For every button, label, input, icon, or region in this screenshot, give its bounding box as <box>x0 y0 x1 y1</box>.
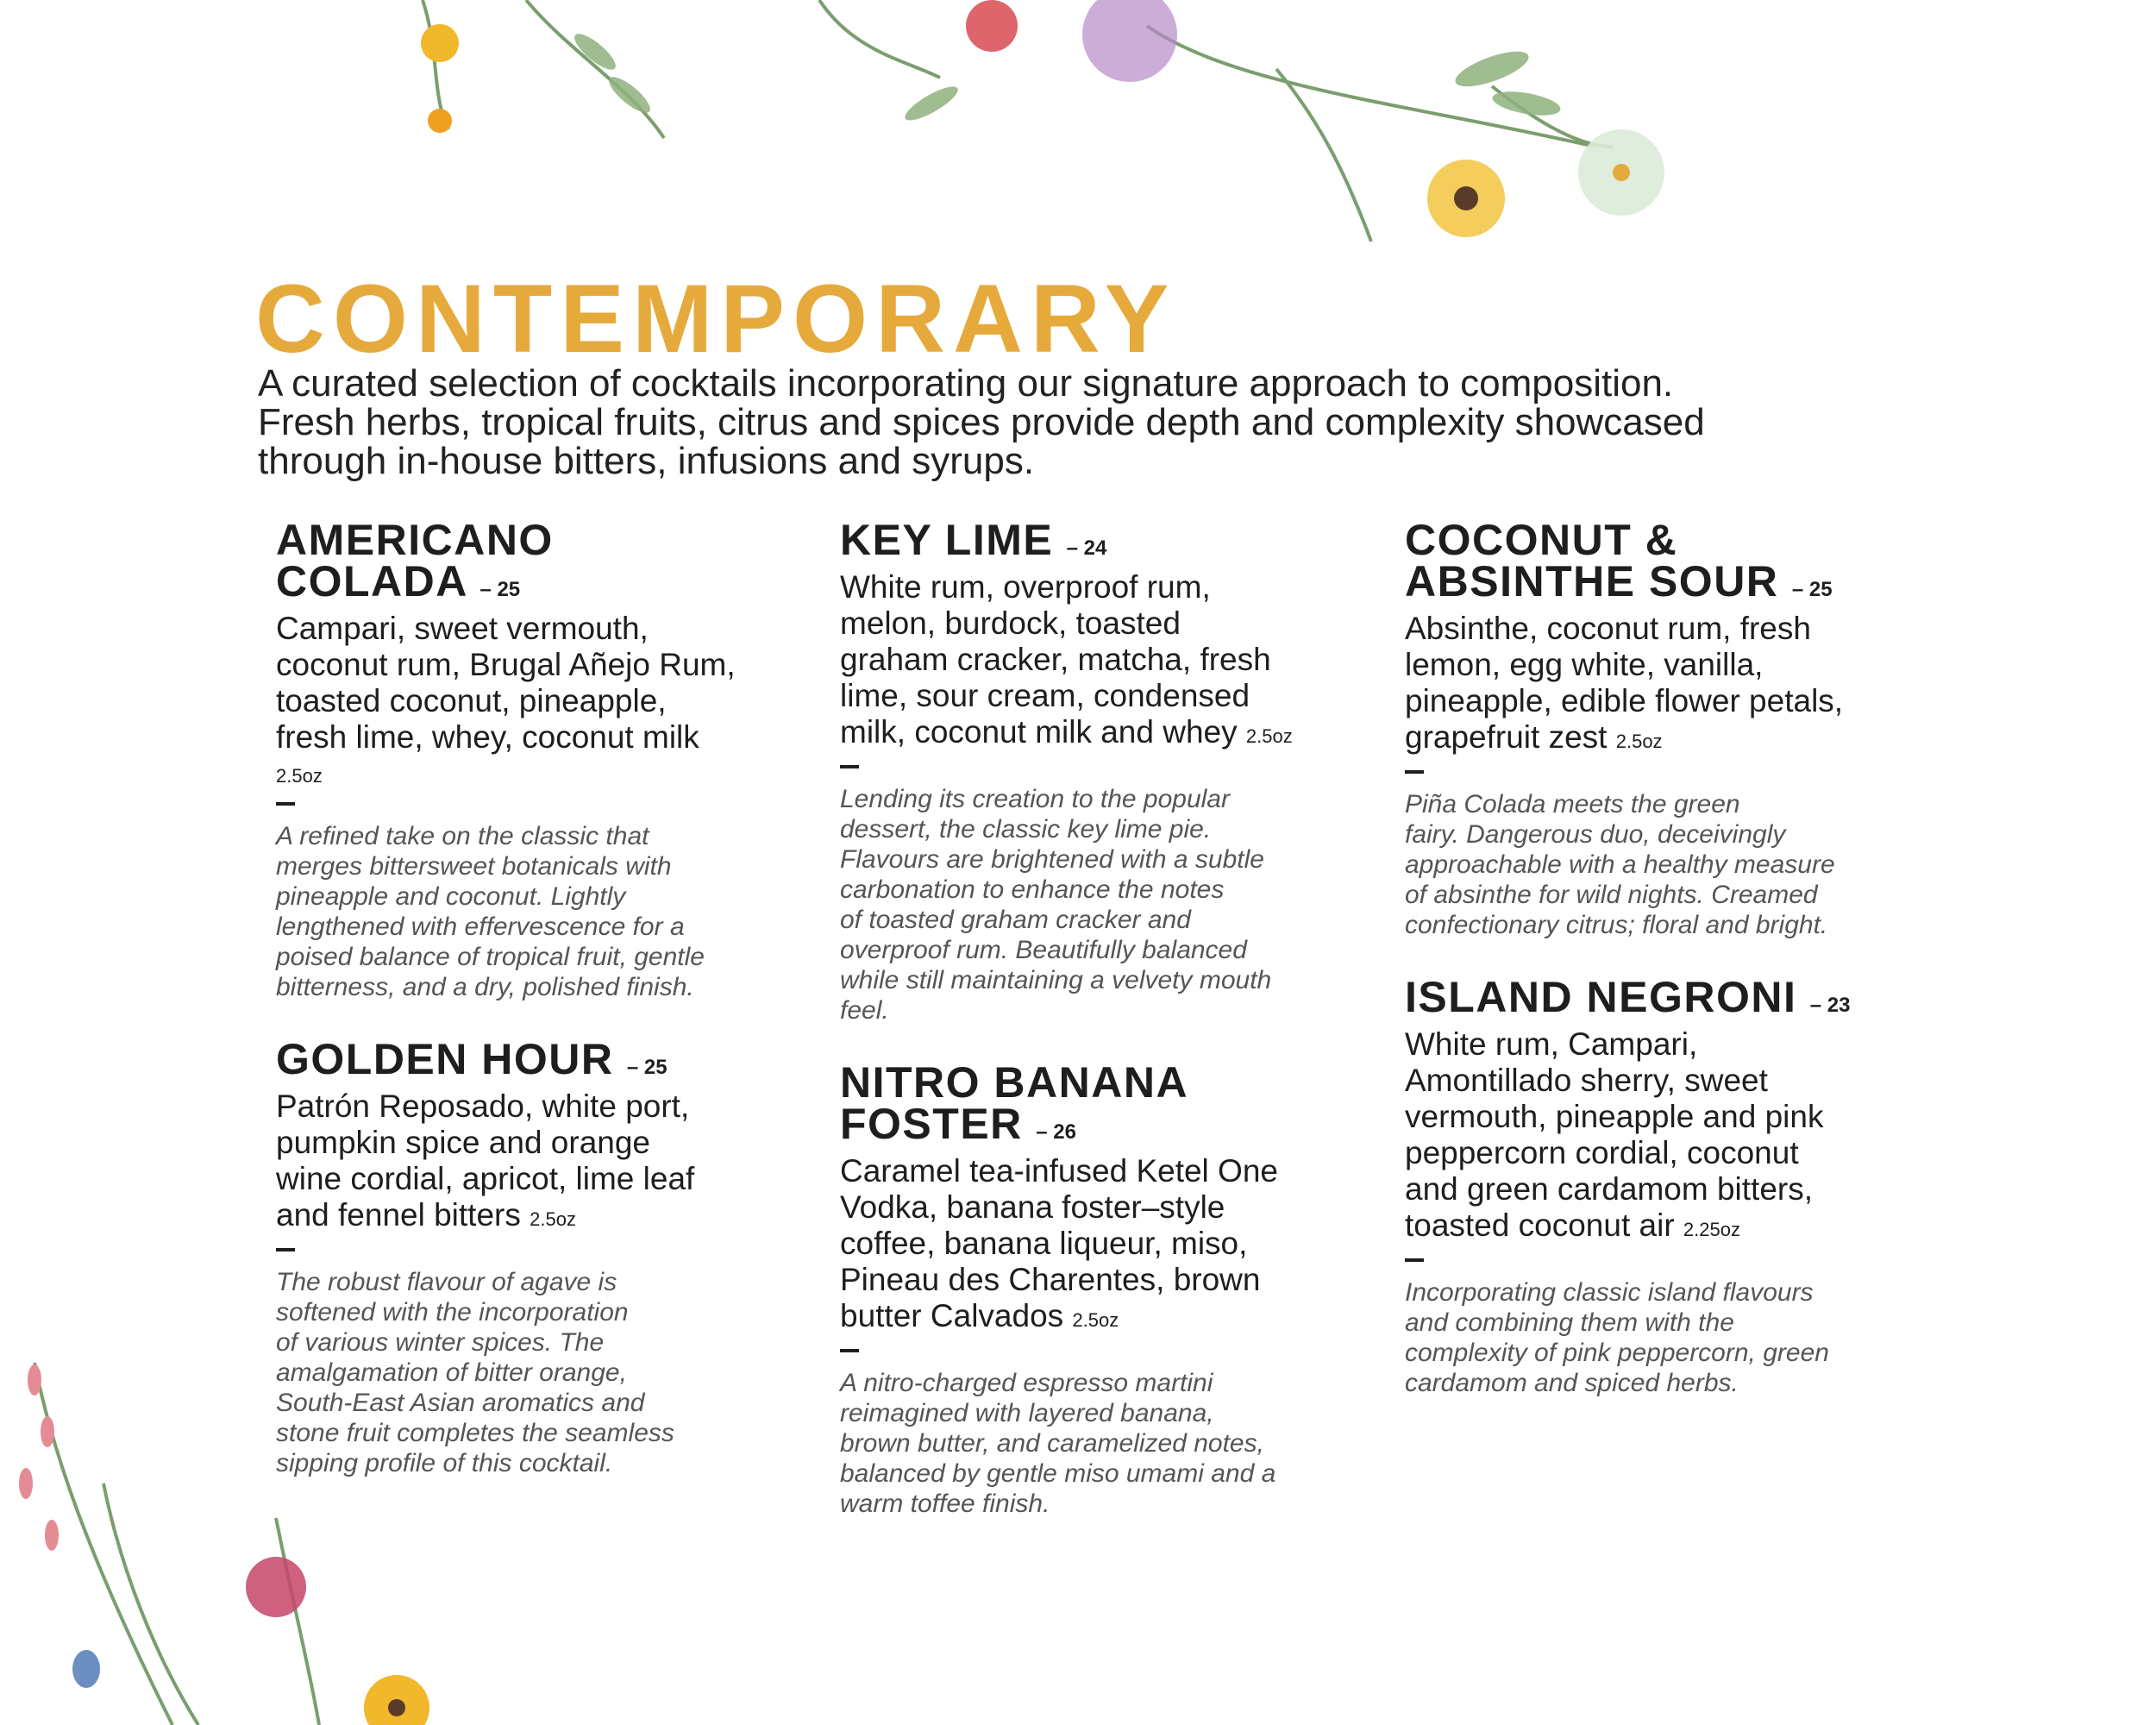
cocktail-name: ISLAND NEGRONI <box>1405 973 1797 1021</box>
cocktail-volume: 2.25oz <box>1683 1219 1740 1240</box>
cocktail-americano-colada <box>276 516 802 1002</box>
divider <box>1405 770 1424 774</box>
cocktail-description: Lending its creation to the popular dessert, the classic key lime pie. Flavours are brightened with a subtle carbonation to enhance the notes of toasted graham cracker and overproof rum. Beautifully balanced while still maintaining a velvety mouth feel. <box>840 785 1272 1025</box>
cocktail-volume: 2.5oz <box>1072 1309 1119 1331</box>
cocktail-coconut-absinthe-sour <box>1405 516 1931 940</box>
section-intro: A curated selection of cocktails incorporating our signature approach to composition. Fresh herbs, tropical fruits, citrus and spices provide depth and complexity showcased through in-house bitters, infusions and syrups. <box>258 362 1705 482</box>
cocktail-name: KEY LIME <box>840 516 1054 564</box>
cocktail-golden-hour <box>276 1035 802 1478</box>
cocktail-volume: 2.5oz <box>276 765 323 787</box>
cocktail-name: GOLDEN HOUR <box>276 1035 614 1083</box>
divider <box>1405 1258 1424 1262</box>
floral-illustration-top <box>371 0 1716 259</box>
cocktail-description: A nitro-charged espresso martini reimagined with layered banana, brown butter, and caramelized notes, balanced by gentle miso umami and a warm toffee finish. <box>840 1369 1276 1518</box>
cocktail-price: – 25 <box>479 578 521 601</box>
menu-column-2 <box>840 516 1366 1555</box>
divider <box>840 1349 859 1352</box>
cocktail-price: – 25 <box>1791 578 1833 601</box>
cocktail-ingredients: Campari, sweet vermouth, coconut rum, Brugal Añejo Rum, toasted coconut, pineapple, fresh lime, whey, coconut milk <box>276 611 736 755</box>
cocktail-ingredients: Absinthe, coconut rum, fresh lemon, egg white, vanilla, pineapple, edible flower petals, grapefruit zest <box>1405 611 1844 755</box>
cocktail-key-lime <box>840 516 1366 1026</box>
cocktail-nitro-banana-foster <box>840 1058 1366 1519</box>
cocktail-description: A refined take on the classic that merges bittersweet botanicals with pineapple and coconut. Lightly lengthened with effervescence for a poised balance of tropical fruit, gentle bitterness, and a dry, polished finish. <box>276 822 705 1001</box>
menu-column-3 <box>1405 516 1931 1434</box>
divider <box>276 802 295 806</box>
cocktail-ingredients: White rum, Campari, Amontillado sherry, sweet vermouth, pineapple and pink peppercorn cordial, coconut and green cardamom bitters, toasted coconut air <box>1405 1026 1824 1243</box>
cocktail-name: COCONUT & ABSINTHE SOUR <box>1405 516 1779 605</box>
cocktail-ingredients: White rum, overproof rum, melon, burdock, toasted graham cracker, matcha, fresh lime, sour cream, condensed milk, coconut milk and whey <box>840 569 1271 750</box>
cocktail-island-negroni <box>1405 973 1931 1398</box>
cocktail-ingredients: Patrón Reposado, white port, pumpkin spice and orange wine cordial, apricot, lime leaf and fennel bitters <box>276 1088 695 1233</box>
divider <box>840 765 859 768</box>
cocktail-name: NITRO BANANA FOSTER <box>840 1058 1189 1148</box>
cocktail-description: Incorporating classic island flavours and combining them with the complexity of pink peppercorn, green cardamom and spiced herbs. <box>1405 1278 1829 1397</box>
cocktail-price: – 23 <box>1809 994 1851 1017</box>
cocktail-price: – 26 <box>1036 1120 1076 1144</box>
cocktail-description: The robust flavour of agave is softened with the incorporation of various winter spices. The amalgamation of bitter orange, South-East Asian aromatics and stone fruit completes the seamless sipping profile of this cocktail. <box>276 1268 674 1477</box>
cocktail-volume: 2.5oz <box>1245 725 1293 747</box>
section-title: CONTEMPORARY <box>255 265 1177 373</box>
menu-column-1 <box>276 516 802 1515</box>
cocktail-name: AMERICANO COLADA <box>276 516 554 605</box>
cocktail-price: – 25 <box>626 1056 667 1079</box>
cocktail-price: – 24 <box>1066 536 1107 560</box>
cocktail-volume: 2.5oz <box>530 1208 576 1230</box>
cocktail-ingredients: Caramel tea-infused Ketel One Vodka, banana foster–style coffee, banana liqueur, miso, Pineau des Charentes, brown butter Calvados <box>840 1153 1278 1333</box>
divider <box>276 1248 295 1251</box>
cocktail-description: Piña Colada meets the green fairy. Dangerous duo, deceivingly approachable with a healthy measure of absinthe for wild nights. Creamed confectionary citrus; floral and bright. <box>1405 790 1835 939</box>
cocktail-volume: 2.5oz <box>1615 731 1663 752</box>
